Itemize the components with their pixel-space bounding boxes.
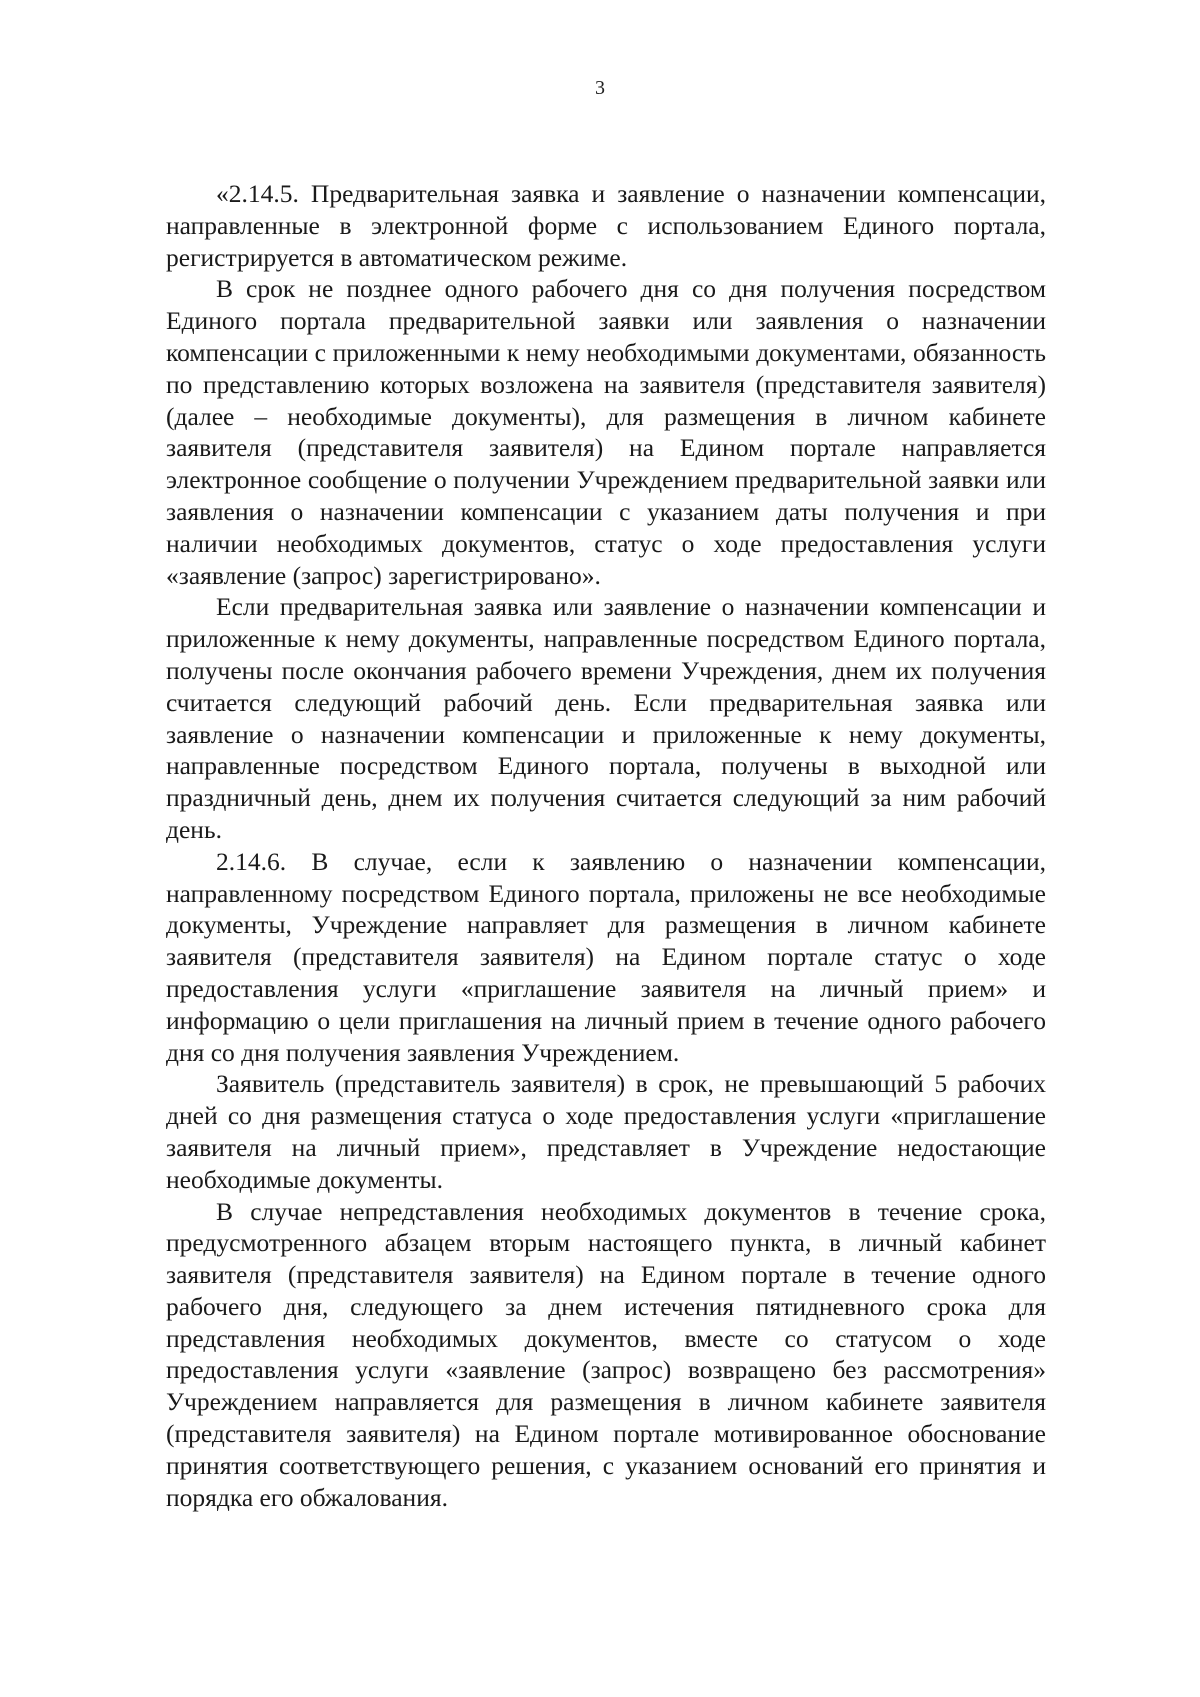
paragraph-2-14-6: 2.14.6. В случае, если к заявлению о назначении компенсации, направленному посредством Единого портала, приложены не все необходимые документы, Учреждение направляет для размещения в личном кабинете заявителя (представителя заявителя) на Едином портале статус о ходе предоставления услуги «приглашение заявителя на личный прием» и информацию о цели приглашения на личный прием в течение одного рабочего дня со дня получения заявления Учреждением. (166, 846, 1046, 1067)
paragraph-2-14-5: «2.14.5. Предварительная заявка и заявление о назначении компенсации, направленные в электронной форме с использованием Единого портала, регистрируется в автоматическом режиме. (166, 179, 1046, 272)
paragraph-non-submission: В случае непредставления необходимых документов в течение срока, предусмотренного абзацем вторым настоящего пункта, в личный кабинет заявителя (представителя заявителя) на Едином портале в течение одного рабочего дня, следующего за днем истечения пятидневного срока для представления необходимых документов, вместе со статусом о ходе предоставления услуги «заявление (запрос) возвращено без рассмотрения» Учреждением направляется для размещения в личном кабинете заявителя (представителя заявителя) на Едином портале мотивированное обоснование принятия соответствующего решения, с указанием оснований его принятия и порядка его обжалования. (166, 1196, 1046, 1512)
paragraph-after-hours-receipt: Если предварительная заявка или заявление о назначении компенсации и приложенные к нему документы, направленные посредством Единого портала, получены после окончания рабочего времени Учреждения, днем их получения считается следующий рабочий день. Если предварительная заявка или заявление о назначении компенсации и приложенные к нему документы, направленные посредством Единого портала, получены в выходной или праздничный день, днем их получения считается следующий за ним рабочий день. (166, 592, 1046, 844)
paragraph-applicant-submission: Заявитель (представитель заявителя) в срок, не превышающий 5 рабочих дней со дня размещения статуса о ходе предоставления услуги «приглашение заявителя на личный прием», представляет в Учреждение недостающие необходимые документы. (166, 1069, 1046, 1194)
document-body (166, 178, 1046, 1513)
paragraph-deadline-notification: В срок не позднее одного рабочего дня со дня получения посредством Единого портала предварительной заявки или заявления о назначении компенсации с приложенными к нему необходимыми документами, обязанность по представлению которых возложена на заявителя (представителя заявителя) (далее – необходимые документы), для размещения в личном кабинете заявителя (представителя заявителя) на Едином портале направляется электронное сообщение о получении Учреждением предварительной заявки или заявления о назначении компенсации с указанием даты получения и при наличии необходимых документов, статус о ходе предоставления услуги «заявление (запрос) зарегистрировано». (166, 274, 1046, 590)
page-number: 3 (595, 77, 605, 99)
